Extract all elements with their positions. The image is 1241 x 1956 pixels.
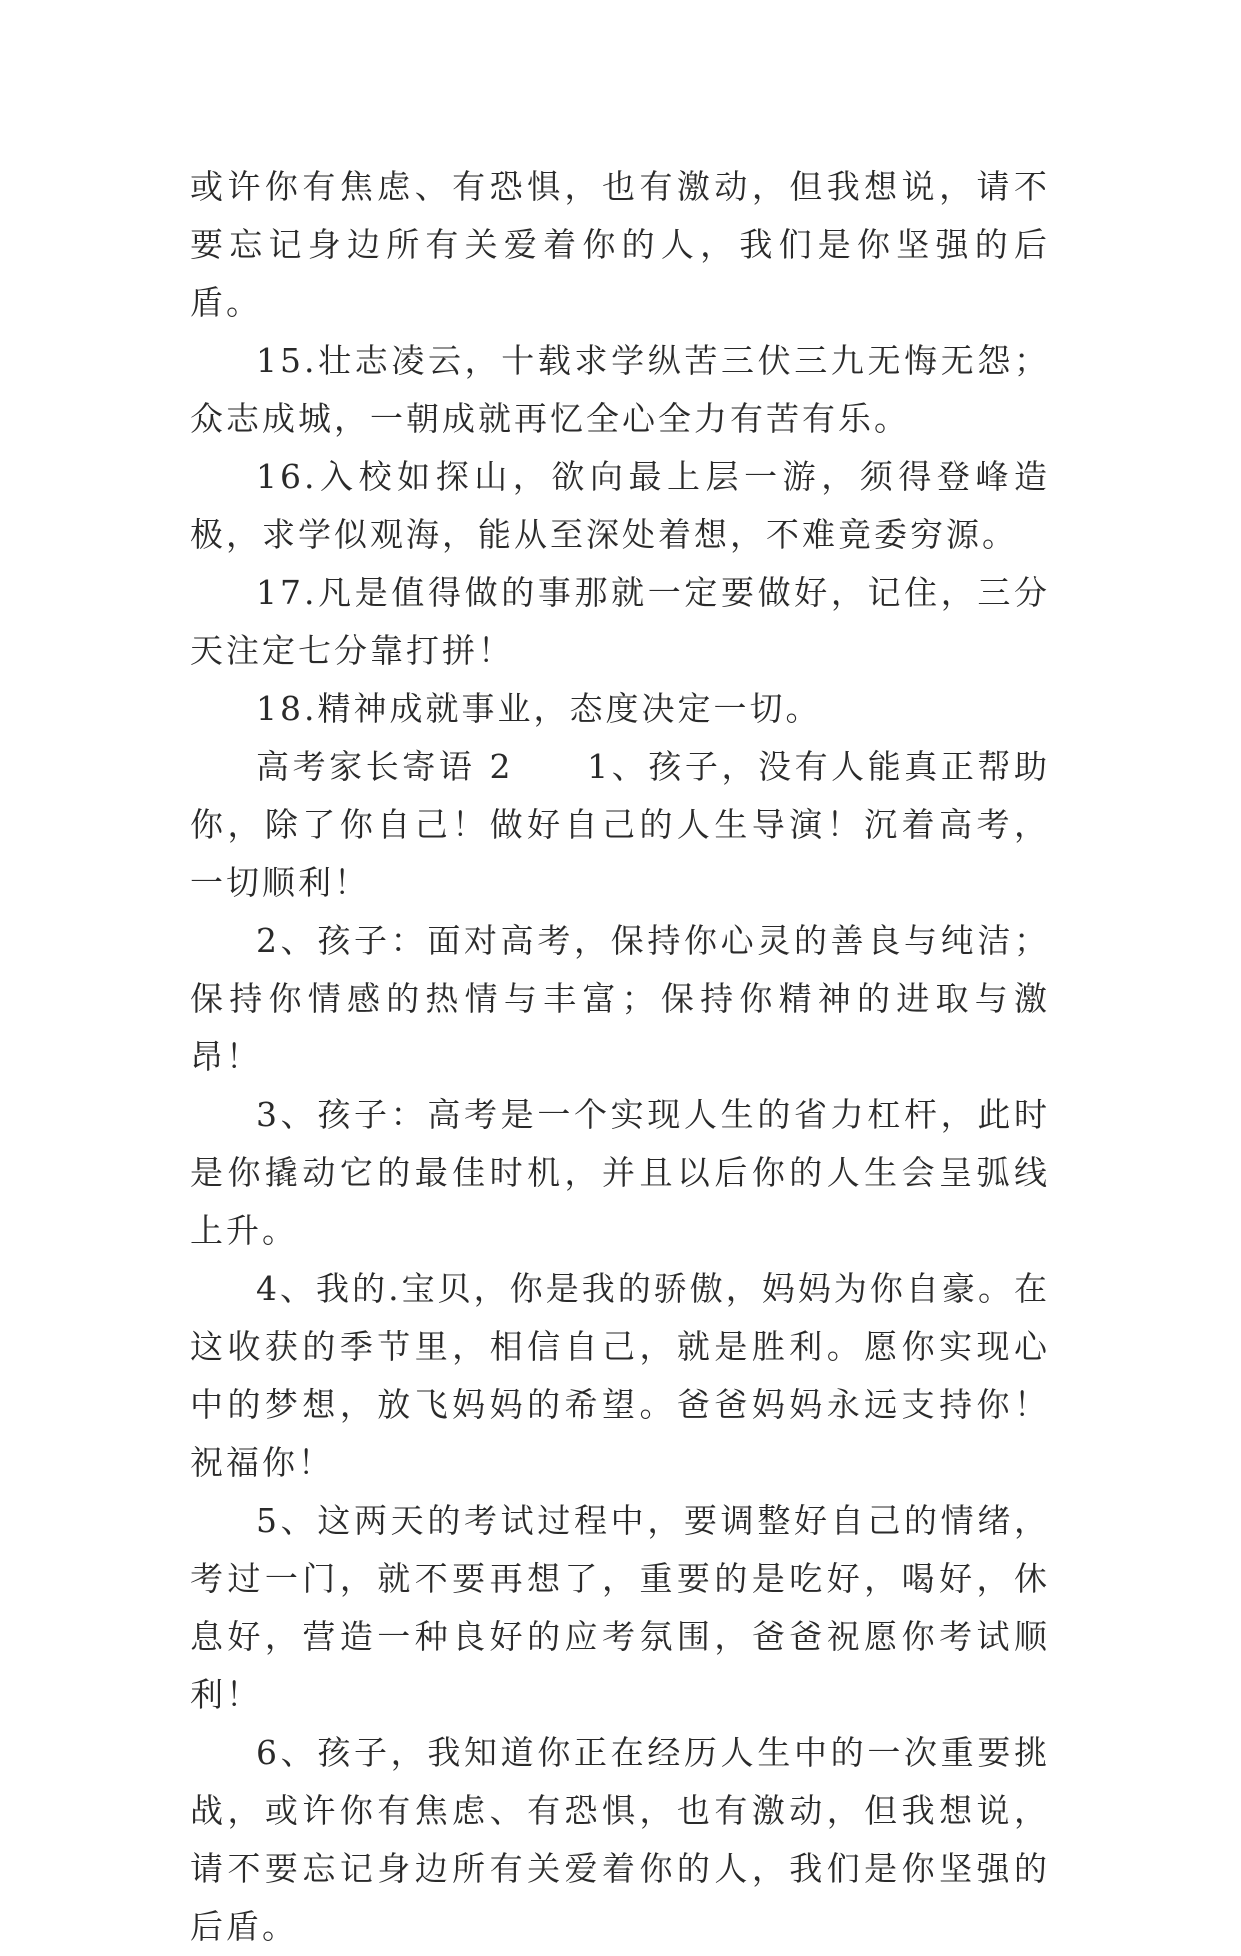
paragraph-9: 4、我的.宝贝，你是我的骄傲，妈妈为你自豪。在这收获的季节里，相信自己，就是胜利。愿你实现心中的梦想，放飞妈妈的希望。爸爸妈妈永远支持你！祝福你！ — [190, 1269, 1050, 1482]
paragraph-2: 15.壮志凌云，十载求学纵苦三伏三九无悔无怨；众志成城，一朝成就再忆全心全力有苦有乐。 — [190, 341, 1050, 438]
paragraph-6: 高考家长寄语 2 1、孩子，没有人能真正帮助你，除了你自己！做好自己的人生导演！沉着高考，一切顺利！ — [190, 747, 1050, 902]
paragraph-10: 5、这两天的考试过程中，要调整好自己的情绪，考过一门，就不要再想了，重要的是吃好，喝好，休息好，营造一种良好的应考氛围，爸爸祝愿你考试顺利！ — [190, 1501, 1050, 1714]
paragraph-3: 16.入校如探山，欲向最上层一游，须得登峰造极，求学似观海，能从至深处着想，不难竟委穷源。 — [190, 457, 1050, 554]
paragraph-7: 2、孩子：面对高考，保持你心灵的善良与纯洁；保持你情感的热情与丰富；保持你精神的进取与激昂！ — [190, 921, 1050, 1076]
paragraph-1: 或许你有焦虑、有恐惧，也有激动，但我想说，请不要忘记身边所有关爱着你的人，我们是你坚强的后盾。 — [190, 167, 1050, 322]
paragraph-11: 6、孩子，我知道你正在经历人生中的一次重要挑战，或许你有焦虑、有恐惧，也有激动，但我想说，请不要忘记身边所有关爱着你的人，我们是你坚强的后盾。 — [190, 1733, 1050, 1946]
paragraph-4: 17.凡是值得做的事那就一定要做好，记住，三分天注定七分靠打拼！ — [190, 573, 1050, 670]
paragraph-8: 3、孩子：高考是一个实现人生的省力杠杆，此时是你撬动它的最佳时机，并且以后你的人生会呈弧线上升。 — [190, 1095, 1050, 1250]
paragraph-5: 18.精神成就事业，态度决定一切。 — [256, 689, 822, 728]
document-body — [190, 158, 1050, 1956]
